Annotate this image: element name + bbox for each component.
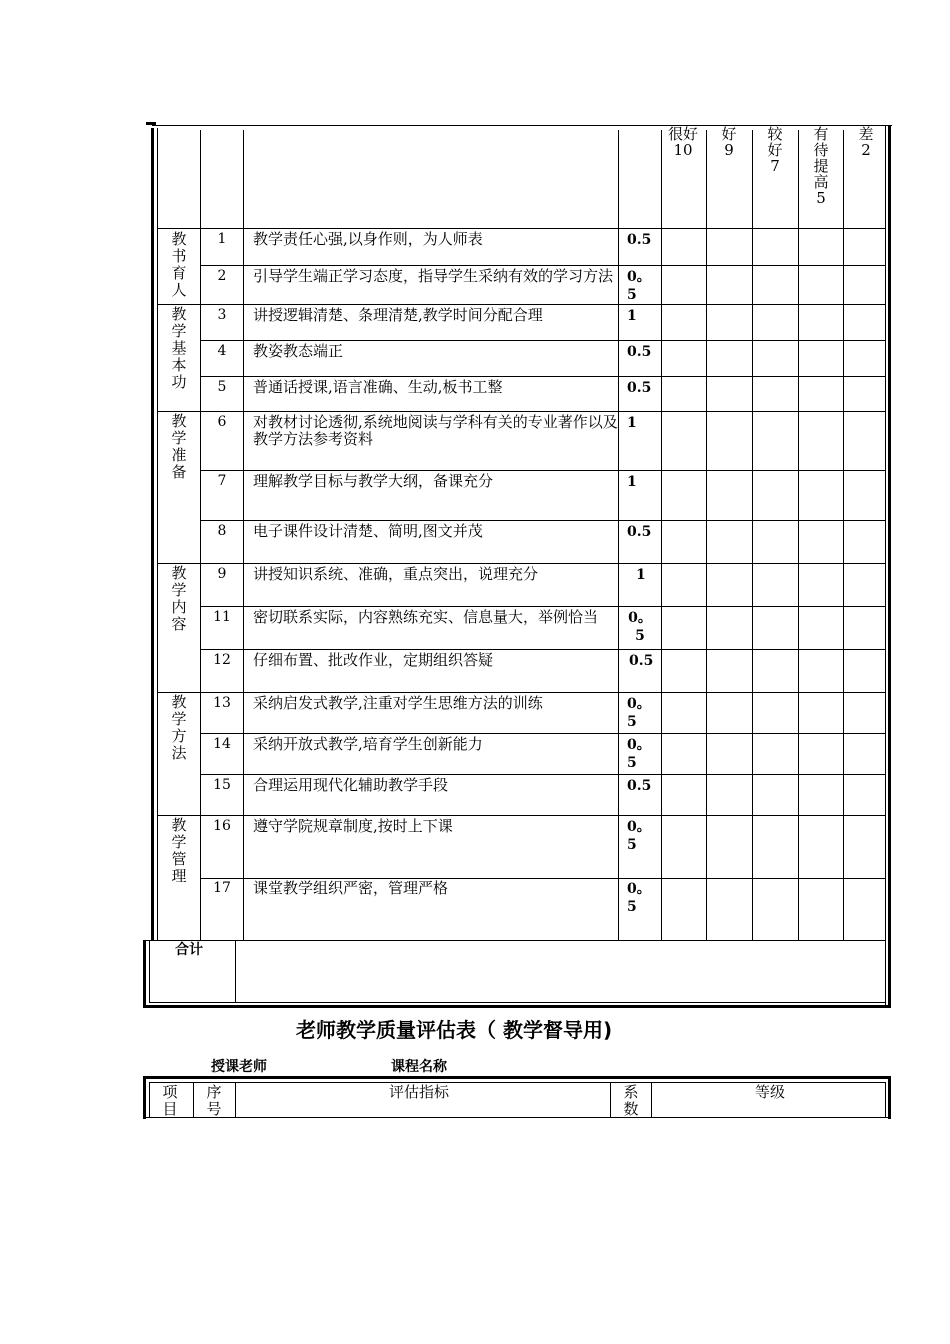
row-coefficient: 0.5 — [629, 653, 654, 669]
row-coefficient: 1 — [627, 474, 637, 490]
row-coefficient: 0.5 — [627, 232, 652, 248]
row-coefficient: 0.5 — [627, 380, 652, 396]
header-indicator: 评估指标 — [389, 1083, 450, 1101]
course-label: 课程名称 — [391, 1059, 447, 1075]
row-number: 5 — [217, 379, 227, 395]
grade-header-very-good: 很好 10 — [668, 125, 699, 159]
category-label: 教学内容 — [171, 564, 187, 633]
row-coefficient: 0。5 — [627, 819, 651, 853]
row-indicator: 合理运用现代化辅助教学手段 — [253, 776, 449, 794]
grade-header-poor: 差 2 — [858, 125, 874, 159]
row-number: 12 — [213, 652, 231, 668]
row-number: 2 — [217, 268, 227, 284]
row-indicator: 理解教学目标与教学大纲，备课充分 — [253, 472, 494, 490]
row-indicator: 遵守学院规章制度,按时上下课 — [253, 817, 453, 835]
header-item: 项目 — [162, 1083, 178, 1118]
row-coefficient: 0.5 — [627, 778, 652, 794]
row-number: 8 — [217, 523, 227, 539]
row-number: 3 — [217, 307, 227, 323]
row-coefficient: 0。5 — [628, 610, 652, 644]
row-indicator: 普通话授课,语言准确、生动,板书工整 — [253, 378, 503, 396]
row-coefficient: 0。5 — [627, 269, 651, 303]
row-number: 1 — [217, 231, 227, 247]
row-coefficient: 0。5 — [627, 696, 651, 730]
row-number: 16 — [213, 818, 231, 834]
row-indicator: 采纳开放式教学,培育学生创新能力 — [253, 735, 483, 753]
row-number: 14 — [213, 736, 231, 752]
row-coefficient: 0。5 — [627, 881, 651, 915]
row-indicator: 讲授逻辑清楚、条理清楚,教学时间分配合理 — [253, 306, 543, 324]
row-number: 13 — [213, 695, 231, 711]
row-coefficient: 0.5 — [627, 344, 652, 360]
row-coefficient: 1 — [627, 308, 637, 324]
header-seq: 序号 — [206, 1083, 222, 1118]
grade-header-needs-improvement: 有待提高 5 — [813, 125, 829, 207]
row-coefficient: 1 — [627, 415, 637, 431]
row-indicator: 电子课件设计清楚、简明,图文并茂 — [253, 522, 483, 540]
row-number: 17 — [213, 880, 231, 896]
header-grade: 等级 — [755, 1083, 786, 1101]
row-coefficient: 0.5 — [627, 524, 652, 540]
category-label: 教学管理 — [171, 816, 187, 885]
row-indicator: 引导学生端正学习态度，指导学生采纳有效的学习方法 — [253, 267, 614, 285]
grade-header-fairly-good: 较好 7 — [767, 125, 783, 175]
teacher-label: 授课老师 — [211, 1059, 267, 1075]
header-coefficient: 系数 — [623, 1083, 639, 1118]
category-label: 教学方法 — [171, 693, 187, 762]
row-number: 15 — [213, 777, 231, 793]
row-coefficient: 0。5 — [627, 737, 651, 771]
row-indicator: 采纳启发式教学,注重对学生思维方法的训练 — [253, 694, 543, 712]
row-number: 9 — [217, 566, 227, 582]
row-indicator: 对教材讨论透彻,系统地阅读与学科有关的专业著作以及教学方法参考资料 — [253, 413, 618, 448]
grade-header-good: 好 9 — [721, 125, 737, 159]
row-indicator: 教学责任心强,以身作则，为人师表 — [253, 230, 483, 248]
row-number: 11 — [213, 609, 231, 625]
total-label: 合计 — [175, 942, 203, 958]
category-label: 教学准备 — [171, 412, 187, 481]
row-number: 6 — [217, 414, 227, 430]
category-label: 教书育人 — [171, 230, 187, 299]
row-number: 4 — [217, 343, 227, 359]
category-label: 教学基本功 — [171, 305, 187, 391]
row-indicator: 仔细布置、批改作业，定期组织答疑 — [253, 651, 494, 669]
form-title: 老师教学质量评估表（ 教学督导用) — [296, 1018, 613, 1042]
row-number: 7 — [217, 473, 227, 489]
row-indicator: 教姿教态端正 — [253, 342, 344, 360]
row-indicator: 密切联系实际，内容熟练充实、信息量大，举例恰当 — [253, 608, 599, 626]
row-indicator: 讲授知识系统、准确，重点突出，说理充分 — [253, 565, 539, 583]
row-coefficient: 1 — [636, 567, 646, 583]
row-indicator: 课堂教学组织严密，管理严格 — [253, 879, 449, 897]
